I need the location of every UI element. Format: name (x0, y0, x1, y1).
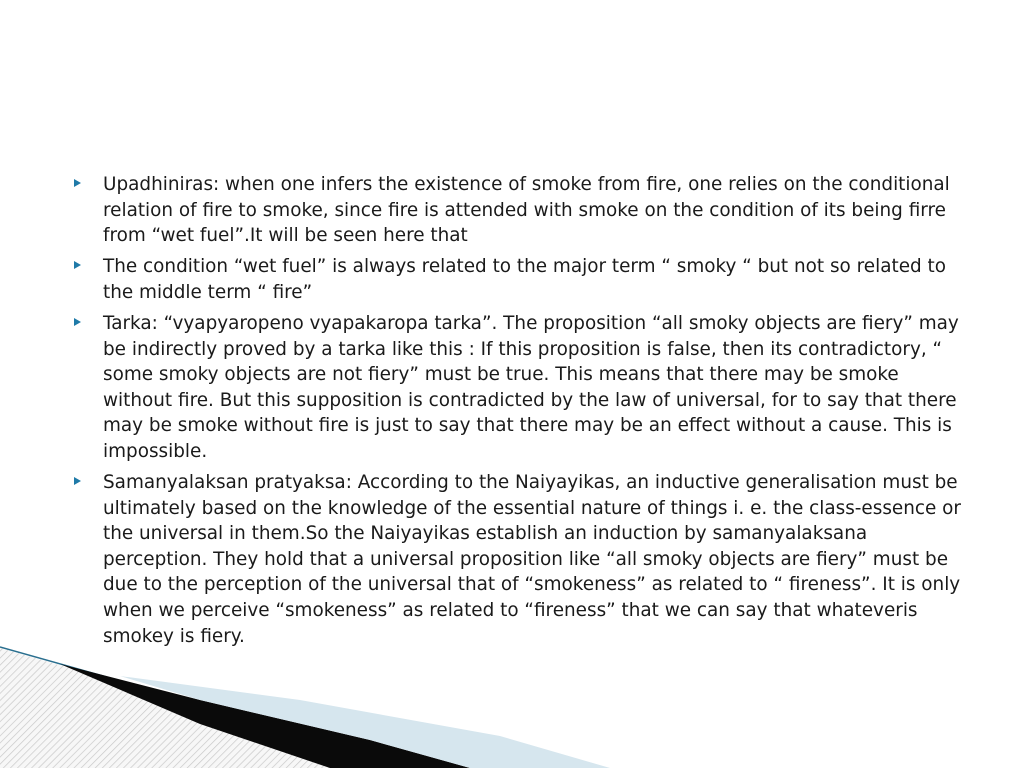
bullet-text: Upadhiniras: when one infers the existence of smoke from fire, one relies on the conditional relation of fire to smoke, since fire is attended with smoke on the condition of its being firre from “wet fuel”.It will be seen here that (103, 174, 950, 247)
triangle-right-icon (74, 318, 81, 326)
bullet-item-samanyalaksan (70, 470, 965, 649)
bullet-text: The condition “wet fuel” is always related to the major term “ smoky “ but not so related to the middle term “ fire” (103, 256, 946, 303)
triangle-right-icon (74, 477, 81, 485)
triangle-right-icon (74, 261, 81, 269)
bullet-list (70, 172, 965, 649)
hatched-wedge (0, 648, 420, 768)
black-swoosh (60, 664, 470, 768)
bullet-item-upadhiniras (70, 172, 965, 249)
bullet-text: Tarka: “vyapyaropeno vyapakaropa tarka”. The proposition “all smoky objects are fiery” may be indirectly proved by a tarka like this : If this proposition is false, then its contradictory, “ some smoky objects are not fiery” must be true. This means that there may be smoke without fire. But this supposition is contradicted by the law of universal, for to say that there may be smoke without fire is just to say that there may be an effect without a cause. This is impossible. (103, 312, 959, 462)
bullet-text: Samanyalaksan pratyaksa: According to the Naiyayikas, an inductive generalisation must be ultimately based on the knowledge of the essential nature of things i. e. the class-essence or the universal in them.So the Naiyayikas establish an induction by samanyalaksana perception. They hold that a universal proposition like “all smoky objects are fiery” must be due to the perception of the universal that of “smokeness” as related to “ fireness”. It is only when we perceive “smokeness” as related to “fireness” that we can say that whateveris smokey is fiery. (103, 472, 961, 647)
bullet-item-tarka (70, 311, 965, 465)
slide-content (70, 172, 965, 655)
bullet-item-wet-fuel (70, 254, 965, 305)
triangle-right-icon (74, 179, 81, 187)
light-blue-swoosh (120, 676, 610, 768)
teal-accent-line (0, 647, 430, 768)
